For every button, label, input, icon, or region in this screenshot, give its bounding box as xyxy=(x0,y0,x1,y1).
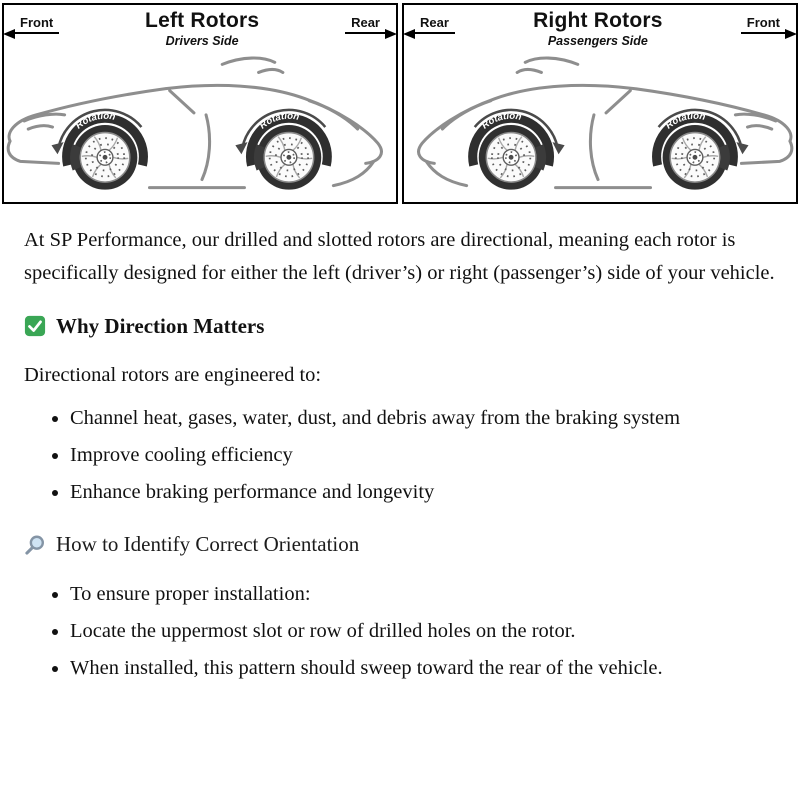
rear-rotor-icon xyxy=(251,118,328,189)
rear-direction-arrow xyxy=(414,15,455,34)
rear-direction-label: Rear xyxy=(420,15,449,30)
list-item: • When installed, this pattern should sweep toward the rear of the vehicle. xyxy=(70,652,776,685)
right-panel-title: Right Rotors xyxy=(533,9,663,32)
car-illustration-left xyxy=(4,50,396,202)
left-panel-title: Left Rotors xyxy=(145,9,260,32)
front-direction-label: Front xyxy=(20,15,54,30)
svg-text:Rotation: Rotation xyxy=(663,110,707,132)
intro-paragraph: At SP Performance, our drilled and slotted rotors are directional, meaning each rotor is specifically designed for either the left (driver’s) or right (passenger’s) side of your vehicle. xyxy=(24,229,775,284)
list-item: • Channel heat, gases, water, dust, and debris away from the braking system xyxy=(70,402,776,435)
front-direction-label: Front xyxy=(746,15,780,30)
left-rotors-panel xyxy=(2,3,398,204)
arrow-right-icon xyxy=(385,29,397,39)
heading-text: Why Direction Matters xyxy=(56,313,265,338)
rear-direction-label: Rear xyxy=(351,15,380,30)
arrow-left-icon xyxy=(403,29,415,39)
magnifier-icon xyxy=(24,534,46,556)
front-direction-arrow xyxy=(14,15,59,34)
rear-direction-arrow xyxy=(345,15,386,34)
right-panel-header xyxy=(404,5,796,48)
svg-text:Rotation: Rotation xyxy=(479,110,523,132)
rotor-direction-diagram xyxy=(0,0,800,204)
rear-rotor-icon xyxy=(473,118,550,189)
front-direction-arrow xyxy=(741,15,786,34)
front-rotor-icon xyxy=(67,118,144,189)
right-rotors-panel xyxy=(402,3,798,204)
orientation-heading xyxy=(24,528,776,562)
left-panel-header xyxy=(4,5,396,48)
list-item: • To ensure proper installation: xyxy=(70,578,776,611)
check-icon xyxy=(24,315,46,337)
arrow-right-icon xyxy=(785,29,797,39)
front-rotor-icon xyxy=(657,118,734,189)
why-direction-list xyxy=(24,402,776,508)
list-item: • Enhance braking performance and longevity xyxy=(70,476,776,509)
engineered-to-lead: Directional rotors are engineered to: xyxy=(24,364,322,387)
why-direction-heading xyxy=(24,310,776,344)
right-panel-subtitle: Passengers Side xyxy=(547,34,648,48)
left-panel-subtitle: Drivers Side xyxy=(165,34,239,48)
list-item: • Locate the uppermost slot or row of drilled holes on the rotor. xyxy=(70,615,776,648)
svg-text:Rotation: Rotation xyxy=(73,110,117,132)
svg-text:Rotation: Rotation xyxy=(257,110,301,132)
orientation-list xyxy=(24,578,776,684)
list-item: • Improve cooling efficiency xyxy=(70,439,776,472)
car-illustration-right xyxy=(404,50,796,202)
heading-text: How to Identify Correct Orientation xyxy=(56,532,360,557)
article-body xyxy=(0,204,800,684)
arrow-left-icon xyxy=(3,29,15,39)
